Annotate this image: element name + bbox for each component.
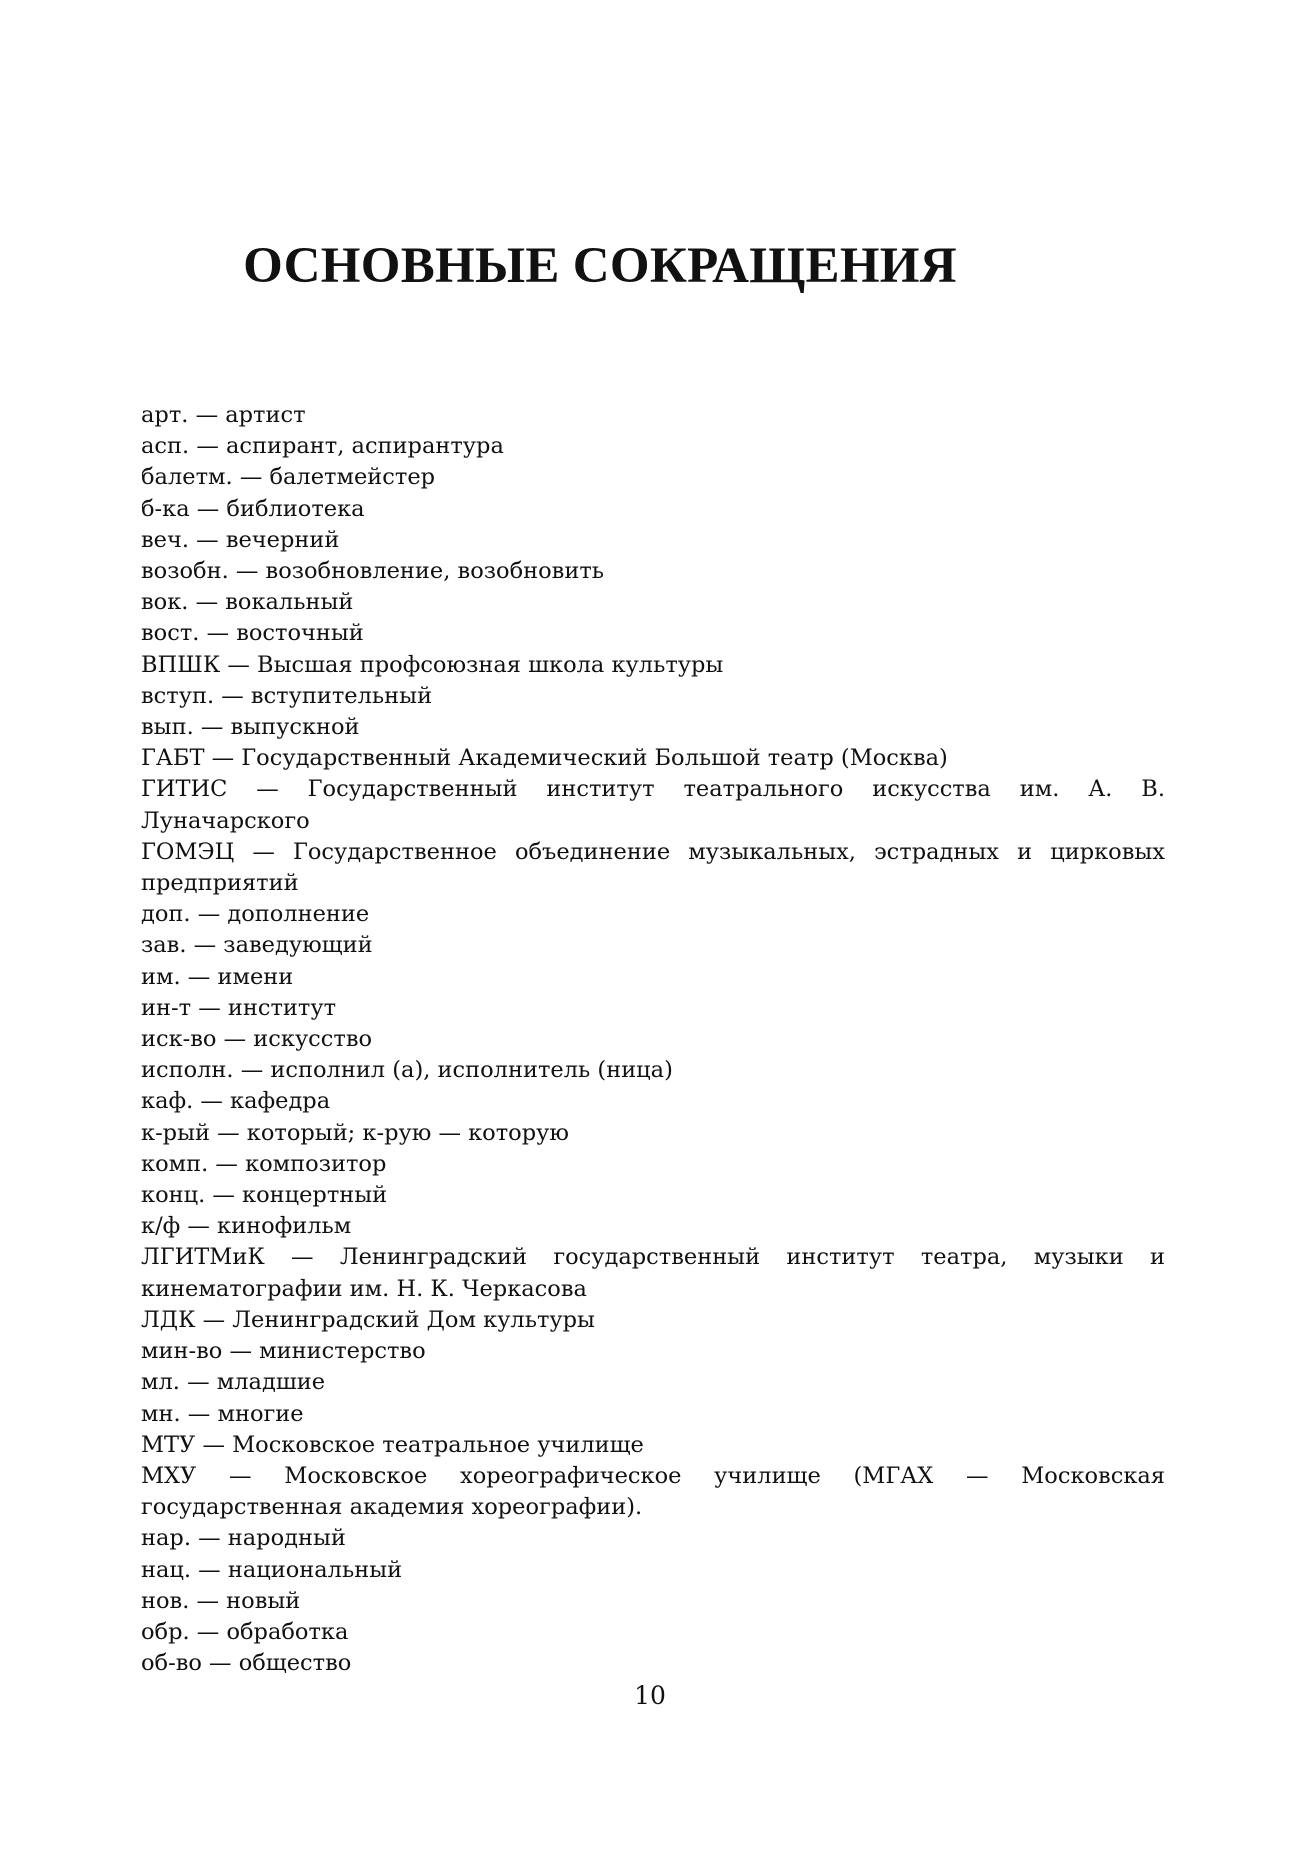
abbreviation-entry: ин-т — институт [141, 994, 337, 1021]
abbreviation-entry: обр. — обработка [141, 1618, 349, 1645]
abbreviation-entry: ГИТИС — Государственный институт театрального искусства им. А. В. Луначарского [141, 776, 1165, 834]
abbreviation-entry: комп. — композитор [141, 1150, 387, 1177]
abbreviation-entry: вок. — вокальный [141, 589, 354, 616]
abbreviation-entry: ГОМЭЦ — Государственное объединение музыкальных, эстрадных и цирковых предприятий [141, 838, 1165, 897]
abbreviation-entry: исполн. — исполнил (а), исполнитель (ница) [141, 1057, 673, 1084]
abbreviation-entry: нов. — новый [141, 1587, 301, 1614]
abbreviation-list [141, 400, 1165, 1679]
abbreviation-entry: возобн. — возобновление, возобновить [141, 558, 605, 585]
abbreviation-entry: б-ка — библиотека [141, 495, 365, 522]
page-number: 10 [634, 1681, 666, 1710]
abbreviation-entry: конц. — концертный [141, 1182, 388, 1209]
abbreviation-entry: каф. — кафедра [141, 1088, 331, 1115]
abbreviation-entry: ВПШК — Высшая профсоюзная школа культуры [141, 651, 724, 678]
abbreviation-entry: МХУ — Московское хореографическое училище (МГАХ — Московская государственная академия хореографии). [141, 1462, 1165, 1521]
abbreviation-entry: доп. — дополнение [141, 901, 370, 928]
abbreviation-entry: зав. — заведующий [141, 932, 373, 959]
abbreviation-entry: МТУ — Московское театральное училище [141, 1431, 644, 1458]
abbreviation-entry: арт. — артист [141, 402, 306, 428]
abbreviation-entry: ЛДК — Ленинградский Дом культуры [141, 1306, 595, 1333]
abbreviation-entry: мн. — многие [141, 1400, 304, 1427]
abbreviation-entry: вост. — восточный [141, 620, 364, 647]
abbreviation-entry: к-рый — который; к-рую — которую [141, 1119, 569, 1146]
abbreviation-entry: балетм. — балетмейстер [141, 464, 436, 491]
abbreviation-entry: нац. — национальный [141, 1556, 403, 1583]
abbreviation-entry: им. — имени [141, 963, 294, 990]
abbreviation-entry: вступ. — вступительный [141, 682, 433, 709]
abbreviation-entry: к/ф — кинофильм [141, 1213, 352, 1240]
abbreviation-entry: веч. — вечерний [141, 526, 340, 553]
abbreviation-entry: иск-во — искусство [141, 1026, 373, 1053]
abbreviation-entry: мл. — младшие [141, 1369, 326, 1396]
abbreviation-entry: вып. — выпускной [141, 714, 360, 741]
abbreviation-entry: ЛГИТМиК — Ленинградский государственный институт театра, музыки и кинематографии им. Н. К. Черкасова [141, 1244, 1165, 1302]
abbreviation-entry: ГАБТ — Государственный Академический Большой театр (Москва) [141, 745, 948, 772]
page-title: ОСНОВНЫЕ СОКРАЩЕНИЯ [243, 238, 957, 294]
abbreviation-entry: об-во — общество [141, 1650, 352, 1677]
abbreviation-entry: нар. — народный [141, 1525, 346, 1552]
abbreviation-entry: мин-во — министерство [141, 1338, 426, 1365]
abbreviation-entry: асп. — аспирант, аспирантура [141, 433, 504, 460]
